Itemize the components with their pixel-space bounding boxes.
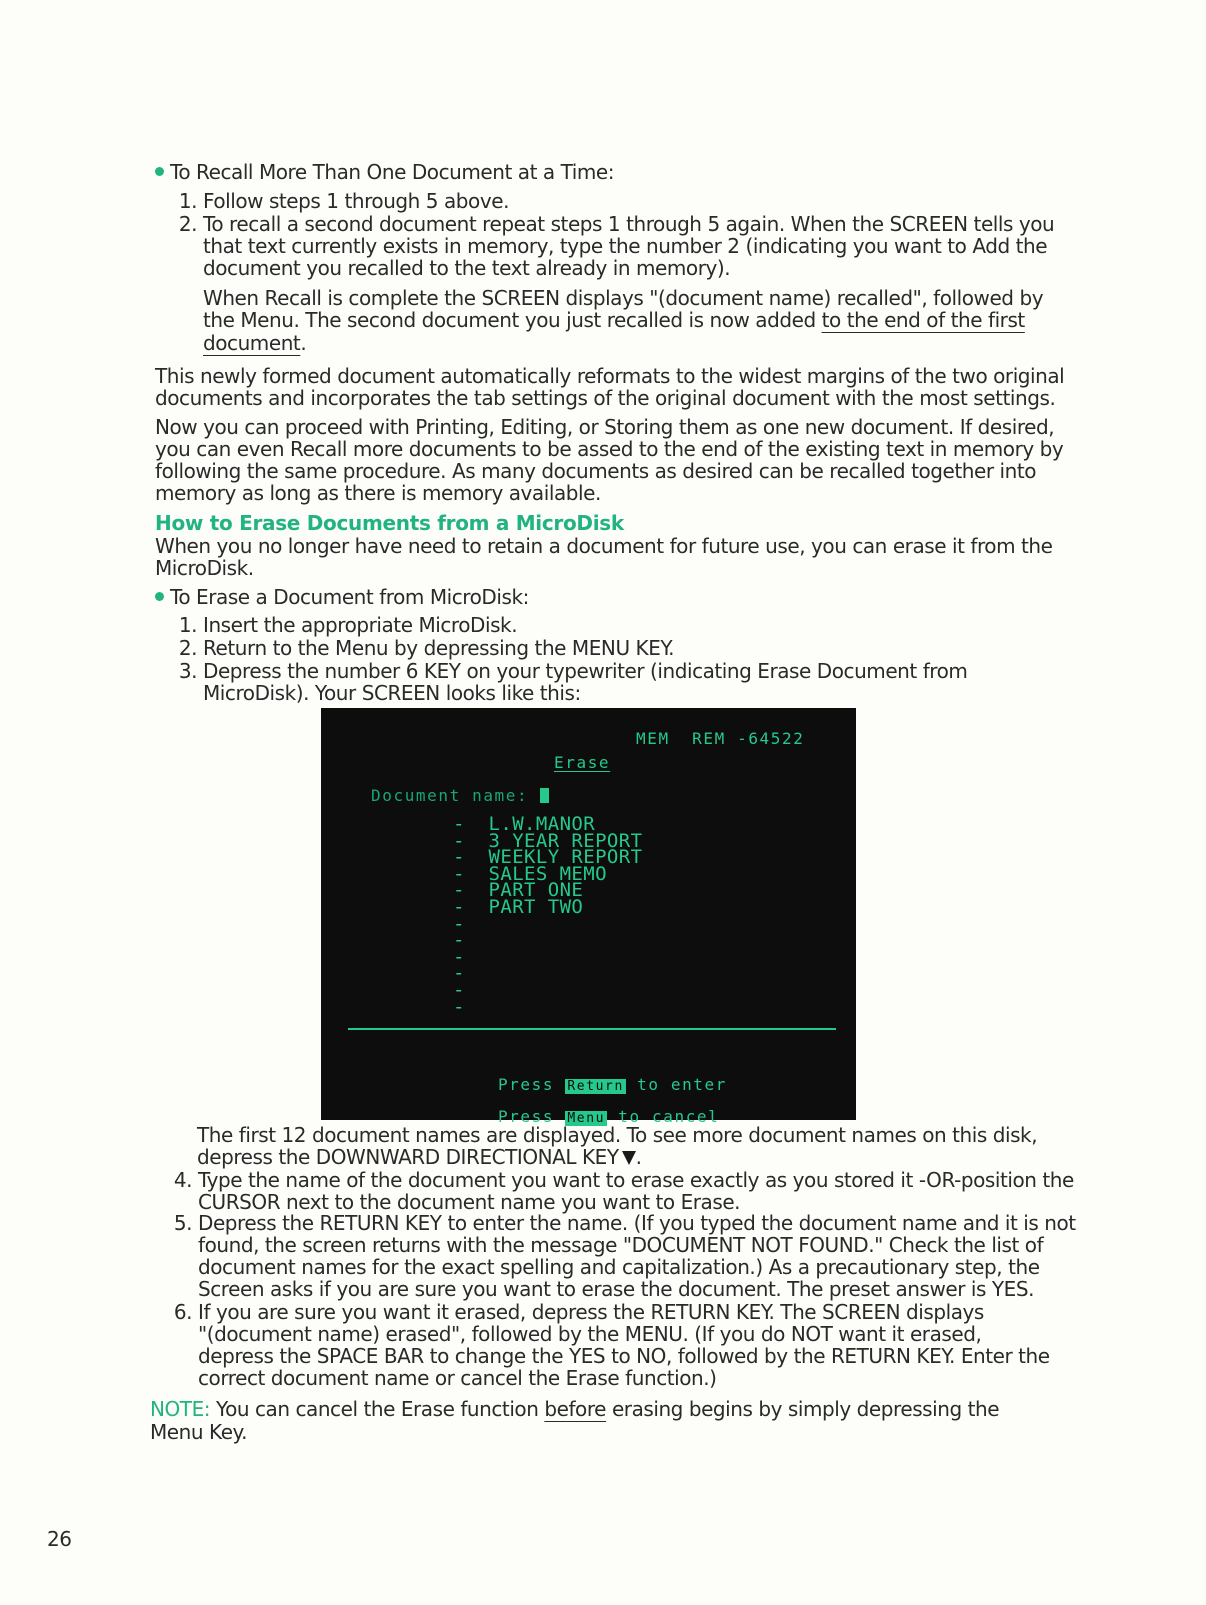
list-dash: - xyxy=(453,912,489,935)
down-arrow-icon xyxy=(622,1151,636,1165)
list-dash: - xyxy=(453,879,489,902)
erase-intro-paragraph: When you no longer have need to retain a document for future use, you can erase it from the MicroDisk. xyxy=(155,534,1053,580)
first-12-paragraph: The first 12 document names are displayed. To see more document names on this disk, depress the DOWNWARD DIRECTIONAL KEY . xyxy=(197,1123,1038,1169)
recall-complete-paragraph: When Recall is complete the SCREEN displays "(document name) recalled", followed by the Menu. The second document you just recalled is now added to the end of the first document. xyxy=(203,286,1044,355)
note-paragraph: NOTE: You can cancel the Erase function before erasing begins by simply depressing the Menu Key. xyxy=(150,1397,1000,1444)
text-cursor xyxy=(540,788,549,803)
page-number: 26 xyxy=(47,1527,72,1551)
list-dash: - xyxy=(453,829,489,852)
document-name: L.W.MANOR xyxy=(488,813,596,835)
document-list-item[interactable] xyxy=(453,995,642,1018)
proceed-paragraph: Now you can proceed with Printing, Editing, or Storing them as one new document. If desired, you can even Recall more documents to be assed to the end of the existing text in memory by following the same procedure. As many documents as desired can be recalled together into memory as long as there is memory available. xyxy=(155,415,1064,505)
list-dash: - xyxy=(453,995,489,1018)
memory-remaining: MEM REM -64522 xyxy=(636,729,805,748)
document-name: WEEKLY REPORT xyxy=(488,846,643,869)
press-menu-line: Press Menu to cancel xyxy=(497,1107,720,1126)
document-name: PART ONE xyxy=(488,879,584,902)
menu-key-label: Menu xyxy=(567,1111,606,1126)
erase-screen-display xyxy=(321,708,856,1126)
document-list xyxy=(453,813,643,1018)
list-dash: - xyxy=(453,813,489,835)
list-dash: - xyxy=(453,962,489,985)
document-name: SALES MEMO xyxy=(488,862,607,885)
list-dash: - xyxy=(453,895,489,918)
reformat-paragraph: This newly formed document automatically reformats to the widest margins of the two original documents and incorporates the tab settings of the original document with the most settings. xyxy=(155,364,1065,410)
section-heading-erase: How to Erase Documents from a MicroDisk xyxy=(155,511,624,535)
press-return-line: Press Return to enter xyxy=(497,1075,728,1094)
document-name: PART TWO xyxy=(488,895,584,918)
bullet-dot-icon xyxy=(155,592,164,601)
list-dash: - xyxy=(453,862,489,885)
screen-divider xyxy=(348,1028,836,1030)
note-label: NOTE: xyxy=(150,1397,211,1421)
return-key-label: Return xyxy=(567,1079,624,1094)
screen-title: Erase xyxy=(554,753,611,772)
list-dash: - xyxy=(453,846,489,869)
bullet-dot-icon xyxy=(155,167,164,176)
document-name-prompt: Document name: xyxy=(371,785,549,807)
list-dash: - xyxy=(453,929,489,952)
document-name: 3 YEAR REPORT xyxy=(488,829,643,852)
bullet-erase-document: To Erase a Document from MicroDisk: xyxy=(155,586,529,608)
list-dash: - xyxy=(453,978,489,1001)
bullet-recall-multiple: To Recall More Than One Document at a Time: xyxy=(155,161,614,183)
list-dash: - xyxy=(453,945,489,968)
